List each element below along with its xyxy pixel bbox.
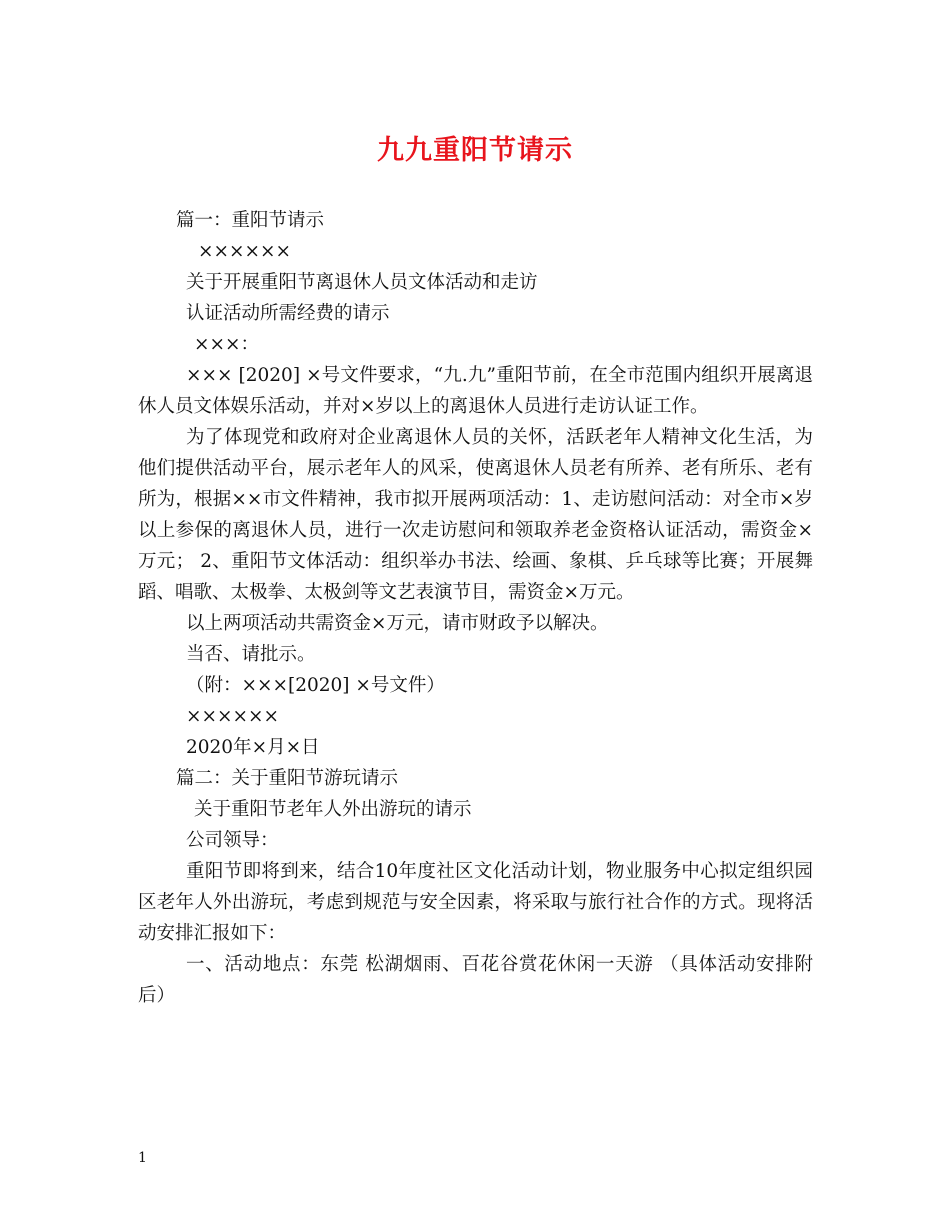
subject-line: 认证活动所需经费的请示 (186, 303, 390, 324)
sender-placeholder: ×××××× (198, 241, 292, 262)
paragraph: 当否、请批示。 (186, 644, 316, 665)
page-number: 1 (138, 1150, 147, 1166)
addressee: ×××： (194, 334, 260, 355)
paragraph: 为了体现党和政府对企业离退休人员的关怀，活跃老年人精神文化生活，为他们提供活动平台，展示老年人的风采，使离退休人员老有所养、老有所乐、老有所为，根据××市文件精神，我市拟开展两项活动：1、走访慰问活动：对全市×岁以上参保的离退休人员，进行一次走访慰问和领取养老金资格认证活动，需资金×万元； 2、重阳节文体活动：组织举办书法、绘画、象棋、乒乓球等比赛；开展舞蹈、唱歌、太极拳、太极剑等文艺表演节目，需资金×万元。 (138, 427, 813, 603)
paragraph: ××× [2020] ×号文件要求，“九.九”重阳节前，在全市范围内组织开展离退休人员文体娱乐活动，并对×岁以上的离退休人员进行走访认证工作。 (138, 365, 813, 417)
subject-line: 关于重阳节老年人外出游玩的请示 (194, 799, 472, 820)
document-date: 2020年×月×日 (186, 737, 320, 758)
section-heading: 篇二：关于重阳节游玩请示 (176, 768, 399, 789)
attachment-note: （附：×××[2020] ×号文件） (186, 675, 445, 696)
signature-placeholder: ×××××× (186, 706, 280, 727)
addressee: 公司领导： (186, 830, 279, 851)
document-title: 九九重阳节请示 (377, 135, 573, 166)
paragraph: 重阳节即将到来，结合10年度社区文化活动计划，物业服务中心拟定组织园区老年人外出游玩，考虑到规范与安全因素，将采取与旅行社合作的方式。现将活动安排汇报如下： (138, 861, 813, 944)
section-heading: 篇一：重阳节请示 (176, 210, 325, 231)
paragraph: 以上两项活动共需资金×万元，请市财政予以解决。 (186, 613, 609, 634)
paragraph: 一、活动地点：东莞 松湖烟雨、百花谷赏花休闲一天游 （具体活动安排附后） (138, 954, 813, 1006)
document-body (138, 205, 813, 1011)
subject-line: 关于开展重阳节离退休人员文体活动和走访 (186, 272, 538, 293)
